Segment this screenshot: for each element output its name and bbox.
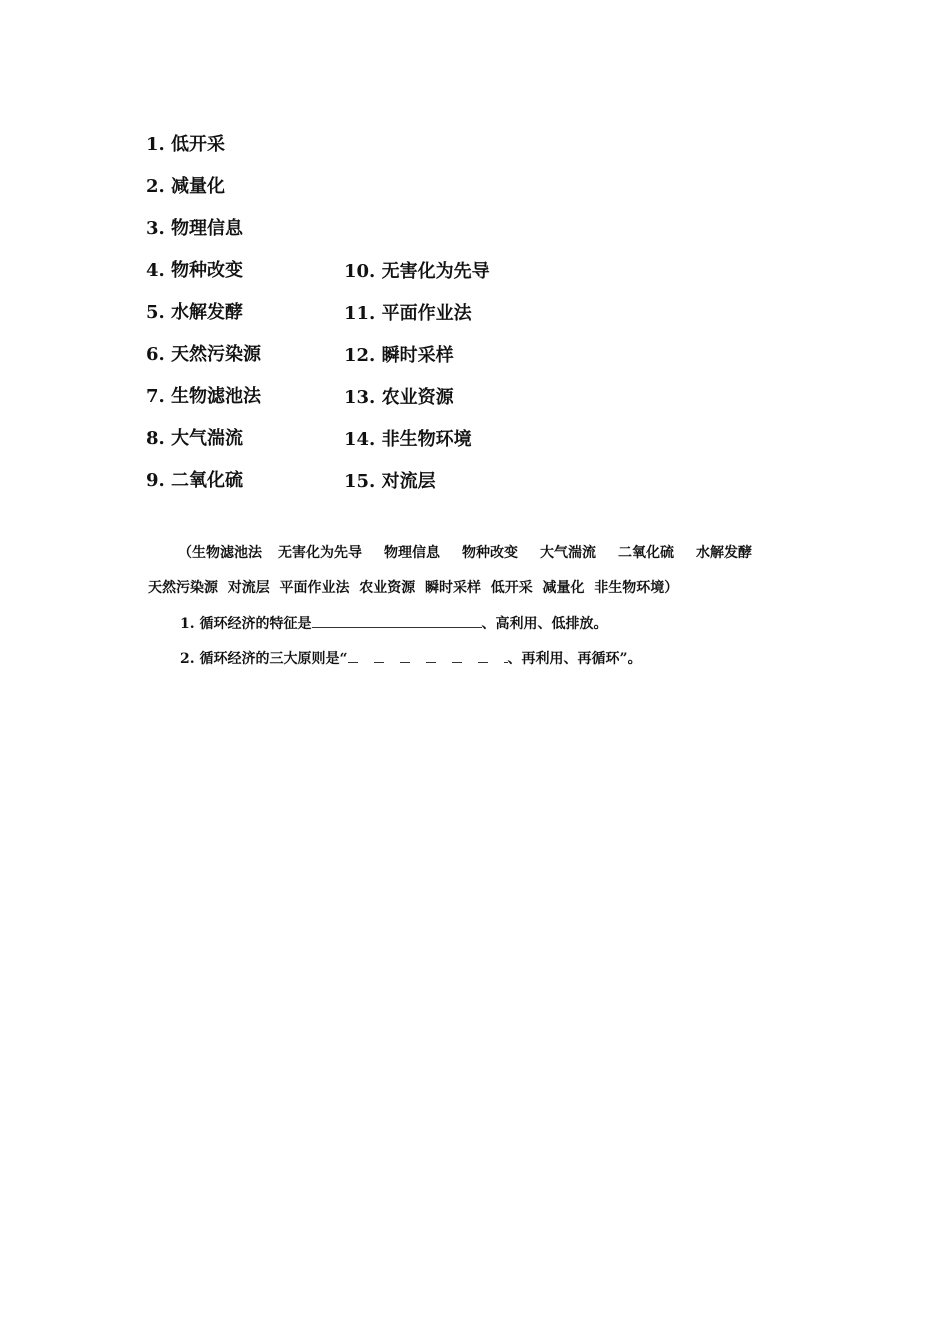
answer-item-10: 10. 无害化为先导 bbox=[344, 261, 490, 282]
question-2-suffix: 、再利用、再循环”。 bbox=[507, 651, 642, 667]
answer-item-3: 3. 物理信息 bbox=[146, 218, 244, 239]
answer-item-5: 5. 水解发酵 bbox=[146, 302, 244, 323]
word-bank-term: 物理信息 bbox=[384, 545, 440, 561]
answer-item-15: 15. 对流层 bbox=[344, 471, 436, 492]
question-2-blank[interactable] bbox=[348, 649, 508, 663]
word-bank-term: 水解发酵 bbox=[696, 545, 752, 561]
word-bank-line-1 bbox=[178, 543, 752, 563]
word-bank-term: 物种改变 bbox=[462, 545, 518, 561]
answer-item-7: 7. 生物滤池法 bbox=[146, 386, 262, 407]
answer-item-4: 4. 物种改变 bbox=[146, 260, 244, 281]
word-bank-term: 大气湍流 bbox=[540, 545, 596, 561]
question-1 bbox=[180, 613, 608, 634]
word-bank-term: 无害化为先导 bbox=[278, 545, 362, 561]
question-1-suffix: 、高利用、低排放。 bbox=[481, 616, 608, 632]
answer-item-2: 2. 减量化 bbox=[146, 176, 226, 197]
answer-item-8: 8. 大气湍流 bbox=[146, 428, 244, 449]
question-1-blank[interactable] bbox=[312, 613, 482, 628]
question-2 bbox=[180, 649, 642, 669]
question-1-prefix: 1. 循环经济的特征是 bbox=[180, 616, 312, 632]
answer-item-13: 13. 农业资源 bbox=[344, 387, 454, 408]
question-2-prefix: 2. 循环经济的三大原则是“ bbox=[180, 651, 348, 667]
answer-item-9: 9. 二氧化硫 bbox=[146, 470, 244, 491]
word-bank-line-2: 天然污染源 对流层 平面作业法 农业资源 瞬时采样 低开采 减量化 非生物环境） bbox=[148, 580, 679, 596]
answer-item-14: 14. 非生物环境 bbox=[344, 429, 472, 450]
answer-item-12: 12. 瞬时采样 bbox=[344, 345, 454, 366]
word-bank-term: 二氧化硫 bbox=[618, 545, 674, 561]
answer-item-1: 1. 低开采 bbox=[146, 134, 226, 155]
word-bank-term: （生物滤池法 bbox=[178, 545, 262, 561]
answer-item-11: 11. 平面作业法 bbox=[344, 303, 472, 324]
answer-item-6: 6. 天然污染源 bbox=[146, 344, 262, 365]
